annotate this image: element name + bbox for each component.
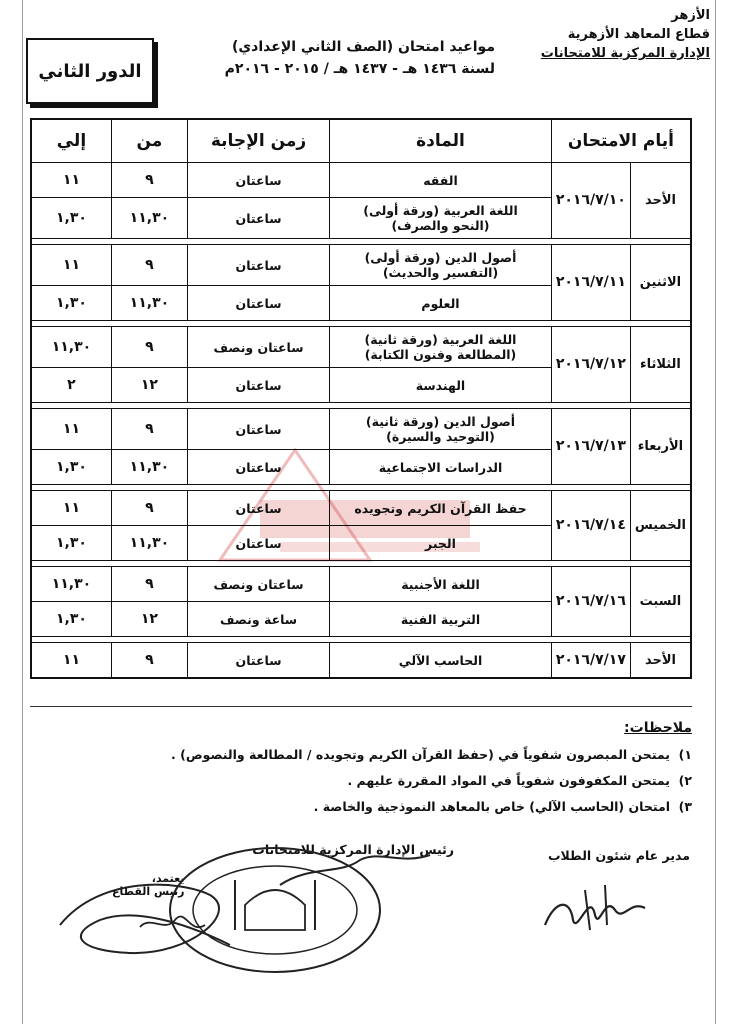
duration-cell: ساعتان bbox=[187, 491, 329, 526]
note-item bbox=[52, 794, 692, 820]
from-cell: ٩ bbox=[111, 409, 187, 450]
date-cell: ٢٠١٦/٧/١٦ bbox=[551, 567, 630, 637]
to-cell: ٢ bbox=[31, 368, 111, 403]
day-cell: الأحد bbox=[630, 643, 691, 679]
subject-line: (النحو والصرف) bbox=[391, 218, 490, 233]
table-row bbox=[31, 409, 691, 450]
from-cell: ١٢ bbox=[111, 368, 187, 403]
subject-cell bbox=[330, 245, 552, 286]
date-cell: ٢٠١٦/٧/١٧ bbox=[551, 643, 630, 679]
subject-cell bbox=[330, 526, 552, 561]
document-title-block bbox=[185, 36, 495, 80]
document-title: مواعيد امتحان (الصف الثاني الإعدادي) bbox=[231, 39, 495, 55]
subject-line: التربية الفنية bbox=[400, 611, 481, 627]
subject-cell bbox=[330, 602, 552, 637]
org-line-1: الأزهر bbox=[671, 8, 710, 23]
subject-cell bbox=[330, 368, 552, 403]
subject-cell bbox=[330, 327, 552, 368]
day-cell: السبت bbox=[630, 567, 691, 637]
subject-cell bbox=[330, 409, 552, 450]
note-number: ٣) bbox=[678, 799, 692, 814]
subject-line: (المطالعة وفنون الكتابة) bbox=[364, 347, 517, 362]
to-cell: ١,٣٠ bbox=[31, 198, 111, 239]
date-cell: ٢٠١٦/٧/١٣ bbox=[551, 409, 630, 485]
subject-line: الهندسة bbox=[415, 377, 466, 393]
subject-cell bbox=[330, 286, 552, 321]
to-cell: ١,٣٠ bbox=[31, 526, 111, 561]
notes-title: ملاحظات: bbox=[624, 720, 692, 736]
notes-section bbox=[52, 720, 692, 820]
to-cell: ١,٣٠ bbox=[31, 602, 111, 637]
table-row bbox=[31, 327, 691, 368]
duration-cell: ساعتان bbox=[187, 643, 329, 679]
to-cell: ١١ bbox=[31, 409, 111, 450]
date-cell: ٢٠١٦/٧/١١ bbox=[551, 245, 630, 321]
subject-line: اللغة العربية (ورقة أولى) bbox=[363, 203, 518, 218]
from-cell: ٩ bbox=[111, 163, 187, 198]
date-cell: ٢٠١٦/٧/١٠ bbox=[551, 163, 630, 239]
table-row bbox=[31, 643, 691, 679]
table-row bbox=[31, 567, 691, 602]
from-cell: ٩ bbox=[111, 643, 187, 679]
handwritten-signature-right bbox=[535, 870, 655, 945]
exam-schedule-table bbox=[30, 118, 692, 679]
organization-header bbox=[520, 6, 710, 63]
to-cell: ١١ bbox=[31, 643, 111, 679]
header-exam-days: أيام الامتحان bbox=[551, 119, 691, 163]
org-line-2: قطاع المعاهد الأزهرية bbox=[567, 27, 710, 42]
subject-line: العلوم bbox=[421, 295, 460, 311]
to-cell: ١,٣٠ bbox=[31, 286, 111, 321]
table-header-row bbox=[31, 119, 691, 163]
subject-line: الجبر bbox=[425, 535, 456, 551]
day-cell: الأربعاء bbox=[630, 409, 691, 485]
duration-cell: ساعتان bbox=[187, 450, 329, 485]
from-cell: ١٢ bbox=[111, 602, 187, 637]
duration-cell: ساعة ونصف bbox=[187, 602, 329, 637]
subject-cell bbox=[330, 163, 552, 198]
stamp-inner-ring bbox=[193, 866, 357, 954]
subject-line: اللغة العربية (ورقة ثانية) bbox=[364, 332, 517, 347]
minaret-icon bbox=[235, 880, 315, 930]
to-cell: ١١ bbox=[31, 491, 111, 526]
signature-title-student-affairs: مدير عام شئون الطلاب bbox=[548, 848, 690, 863]
note-text: يمتحن المكفوفون شفوياً في المواد المقررة عليهم . bbox=[347, 773, 670, 788]
duration-cell: ساعتان bbox=[187, 409, 329, 450]
from-cell: ١١,٣٠ bbox=[111, 450, 187, 485]
signature-loop bbox=[60, 885, 230, 953]
note-number: ١) bbox=[678, 747, 692, 762]
day-cell: الأحد bbox=[630, 163, 691, 239]
day-cell: الاثنين bbox=[630, 245, 691, 321]
signature-title-exams-head: رئيس الإدارة المركزية للامتحانات bbox=[252, 842, 454, 857]
day-cell: الثلاثاء bbox=[630, 327, 691, 403]
duration-cell: ساعتان bbox=[187, 526, 329, 561]
duration-cell: ساعتان ونصف bbox=[187, 327, 329, 368]
note-item bbox=[52, 742, 692, 768]
header-from: من bbox=[111, 119, 187, 163]
note-text: يمتحن المبصرون شفوياً في (حفظ القرآن الكريم وتجويده / المطالعة والنصوص) . bbox=[171, 747, 670, 762]
from-cell: ٩ bbox=[111, 327, 187, 368]
to-cell: ١,٣٠ bbox=[31, 450, 111, 485]
day-cell: الخميس bbox=[630, 491, 691, 561]
subject-line: الفقه bbox=[423, 172, 458, 188]
signature-stroke bbox=[545, 905, 645, 925]
table-row bbox=[31, 163, 691, 198]
duration-cell: ساعتان bbox=[187, 368, 329, 403]
header-duration: زمن الإجابة bbox=[187, 119, 329, 163]
approval-line-1: يعتمد، bbox=[151, 872, 185, 885]
duration-cell: ساعتان bbox=[187, 163, 329, 198]
duration-cell: ساعتان bbox=[187, 286, 329, 321]
date-cell: ٢٠١٦/٧/١٤ bbox=[551, 491, 630, 561]
schedule-body bbox=[31, 163, 691, 679]
header-subject: المادة bbox=[330, 119, 552, 163]
to-cell: ١١,٣٠ bbox=[31, 567, 111, 602]
subject-line: أصول الدين (ورقة أولى) bbox=[364, 250, 517, 265]
subject-cell bbox=[330, 491, 552, 526]
duration-cell: ساعتان bbox=[187, 198, 329, 239]
subject-line: الدراسات الاجتماعية bbox=[378, 459, 503, 475]
from-cell: ١١,٣٠ bbox=[111, 526, 187, 561]
academic-year: لسنة ١٤٣٦ هـ - ١٤٣٧ هـ / ٢٠١٥ - ٢٠١٦م bbox=[224, 61, 495, 77]
note-number: ٢) bbox=[678, 773, 692, 788]
subject-line: اللغة الأجنبية bbox=[401, 576, 480, 592]
mosque-dome-icon bbox=[245, 890, 305, 930]
to-cell: ١١ bbox=[31, 163, 111, 198]
header-to: إلي bbox=[31, 119, 111, 163]
separator-line bbox=[30, 706, 692, 707]
exam-round-label: الدور الثاني bbox=[38, 60, 142, 82]
from-cell: ٩ bbox=[111, 245, 187, 286]
note-text: امتحان (الحاسب الآلي) خاص بالمعاهد النموذجية والخاصة . bbox=[313, 799, 670, 814]
from-cell: ١١,٣٠ bbox=[111, 286, 187, 321]
note-item bbox=[52, 768, 692, 794]
approval-line-2: رئيس القطاع bbox=[112, 885, 185, 898]
subject-line: أصول الدين (ورقة ثانية) bbox=[365, 414, 516, 429]
subject-line: (التفسير والحديث) bbox=[382, 265, 499, 280]
subject-cell bbox=[330, 450, 552, 485]
to-cell: ١١,٣٠ bbox=[31, 327, 111, 368]
official-stamp-and-signatures bbox=[40, 835, 460, 985]
duration-cell: ساعتان bbox=[187, 245, 329, 286]
subject-cell bbox=[330, 567, 552, 602]
subject-line: (التوحيد والسيرة) bbox=[386, 429, 495, 444]
subject-line: حفظ القرآن الكريم وتجويده bbox=[354, 500, 527, 516]
table-row bbox=[31, 245, 691, 286]
subject-cell bbox=[330, 643, 552, 679]
exam-round-box bbox=[26, 38, 154, 104]
duration-cell: ساعتان ونصف bbox=[187, 567, 329, 602]
from-cell: ٩ bbox=[111, 567, 187, 602]
from-cell: ١١,٣٠ bbox=[111, 198, 187, 239]
table-row bbox=[31, 491, 691, 526]
from-cell: ٩ bbox=[111, 491, 187, 526]
subject-cell bbox=[330, 198, 552, 239]
org-line-3: الإدارة المركزية للامتحانات bbox=[540, 46, 710, 61]
to-cell: ١١ bbox=[31, 245, 111, 286]
date-cell: ٢٠١٦/٧/١٢ bbox=[551, 327, 630, 403]
subject-line: الحاسب الآلي bbox=[398, 652, 483, 668]
